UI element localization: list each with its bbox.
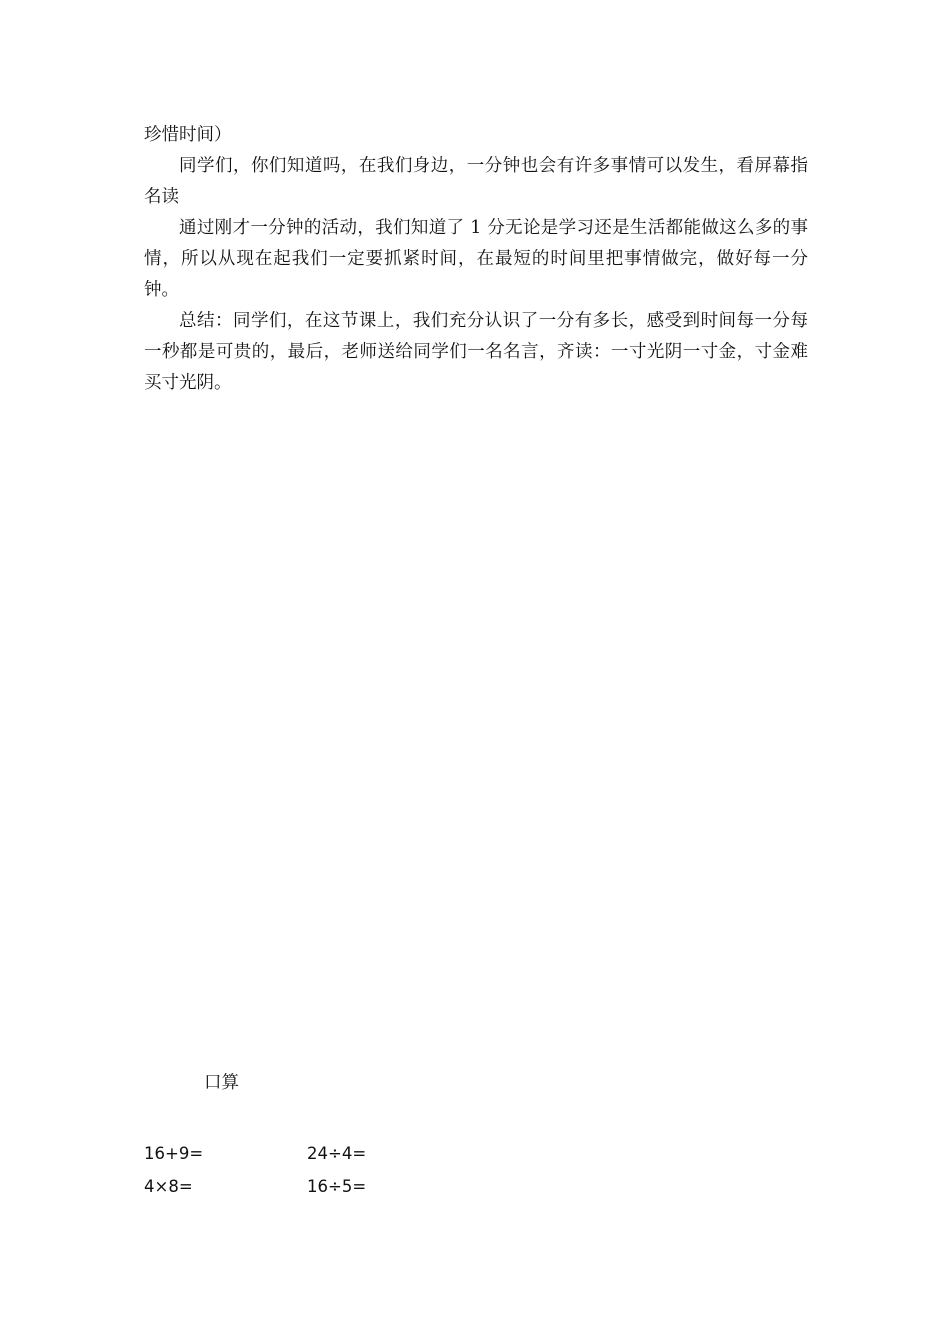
paragraph-continuation: 珍惜时间） <box>144 125 232 145</box>
problem-row <box>144 1170 427 1203</box>
problem-item: 16+9= <box>144 1144 204 1163</box>
problem-row <box>144 1137 427 1170</box>
paragraph-activity-reflection: 通过刚才一分钟的活动，我们知道了 1 分无论是学习还是生活都能做这么多的事情，所以从现在起我们一定要抓紧时间，在最短的时间里把事情做完，做好每一分钟。 <box>144 218 808 300</box>
paragraph-one-minute-events: 同学们，你们知道吗，在我们身边，一分钟也会有许多事情可以发生，看屏幕指名读 <box>144 156 808 207</box>
oral-calculation-heading: 口算 <box>204 1073 239 1093</box>
oral-calculation-problems <box>144 1137 427 1203</box>
lesson-text <box>144 120 808 399</box>
problem-item: 16÷5= <box>307 1177 367 1196</box>
problem-item: 24÷4= <box>307 1144 367 1163</box>
paragraph-summary: 总结：同学们，在这节课上，我们充分认识了一分有多长，感受到时间每一分每一秒都是可贵的，最后，老师送给同学们一名名言，齐读：一寸光阴一寸金，寸金难买寸光阴。 <box>144 311 808 393</box>
problem-item: 4×8= <box>144 1177 193 1196</box>
